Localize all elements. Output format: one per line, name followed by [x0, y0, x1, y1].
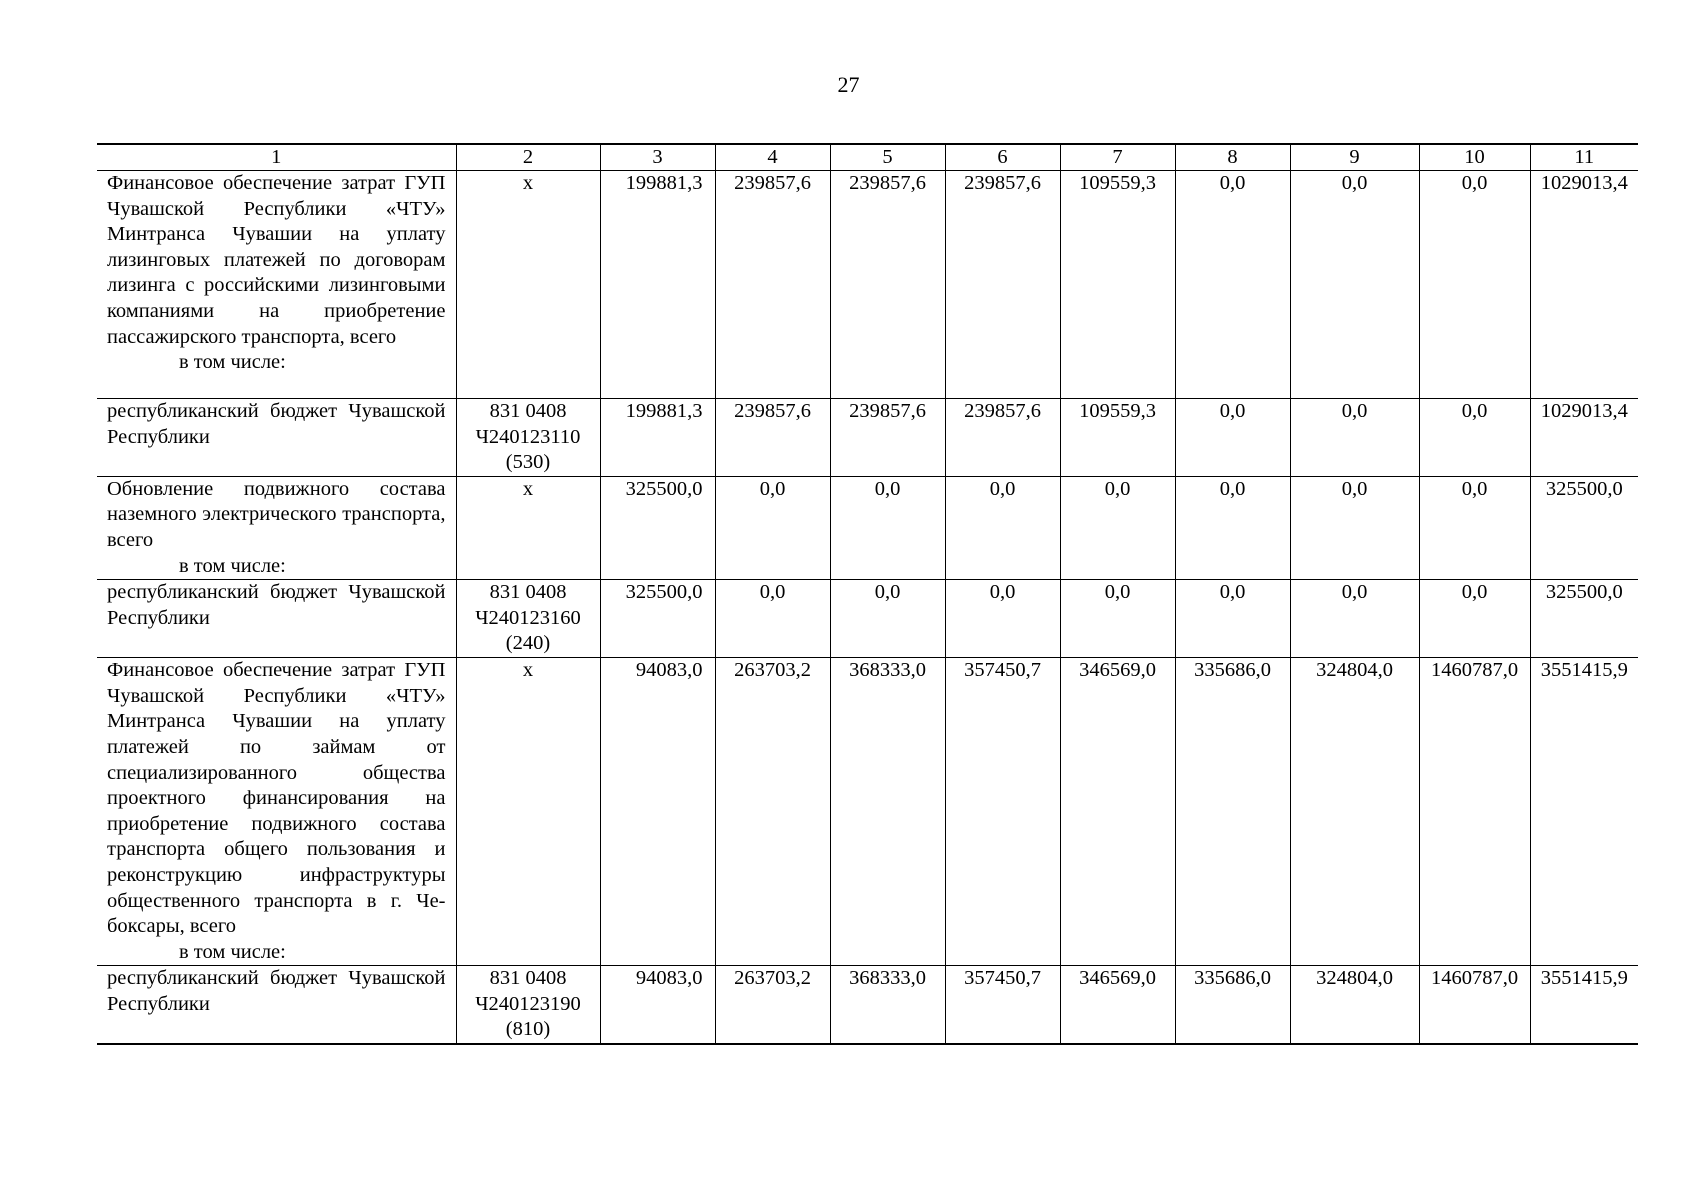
row-subnote: в том числе:: [179, 351, 286, 374]
row-name-cell: [97, 171, 456, 399]
value-cell: 368333,0: [830, 966, 945, 1044]
value-cell: 335686,0: [1175, 966, 1290, 1044]
value-cell: 94083,0: [600, 966, 715, 1044]
value-cell: 94083,0: [600, 658, 715, 966]
value-cell: 0,0: [1175, 399, 1290, 477]
budget-code-line: Ч240123110: [475, 425, 581, 448]
page-number: 27: [837, 72, 860, 97]
value-cell: 3551415,9: [1530, 966, 1638, 1044]
value-cell: 325500,0: [1530, 580, 1638, 658]
value-cell: 0,0: [1175, 171, 1290, 399]
value-cell: 3551415,9: [1530, 658, 1638, 966]
row-subnote: в том числе:: [179, 940, 286, 963]
value-cell: 0,0: [1419, 476, 1530, 579]
value-cell: 239857,6: [830, 399, 945, 477]
header-cell: 2: [456, 144, 600, 171]
value-cell: 239857,6: [945, 399, 1060, 477]
table-row: [97, 658, 1638, 966]
value-cell: 239857,6: [830, 171, 945, 399]
header-cell: 9: [1290, 144, 1419, 171]
value-cell: 0,0: [945, 476, 1060, 579]
value-cell: 0,0: [1290, 580, 1419, 658]
header-cell: 4: [715, 144, 830, 171]
table-row: [97, 476, 1638, 579]
table-row: [97, 580, 1638, 658]
value-cell: 325500,0: [600, 580, 715, 658]
budget-code-line: Ч240123190: [475, 992, 581, 1015]
value-cell: 263703,2: [715, 658, 830, 966]
value-cell: 199881,3: [600, 399, 715, 477]
row-name-cell: республиканский бюджет Чувашской Республики: [97, 580, 456, 658]
value-cell: 0,0: [945, 580, 1060, 658]
row-name: Финансовое обеспечение затрат ГУП Чувашской Республики «ЧТУ» Минтранса Чувашии на уплату лизинговых платежей по договорам лизинга с российскими лизинговыми компаниями на приобретение пассажирского транспорта, всего: [107, 172, 446, 348]
table-row: [97, 966, 1638, 1044]
value-cell: 1029013,4: [1530, 399, 1638, 477]
row-code-cell: [456, 966, 600, 1044]
budget-table: [97, 143, 1638, 1045]
value-cell: 324804,0: [1290, 658, 1419, 966]
row-code-cell: х: [456, 476, 600, 579]
header-cell: 10: [1419, 144, 1530, 171]
value-cell: 239857,6: [715, 171, 830, 399]
row-name: Обновление подвижного состава наземного электрического транспорта, всего: [107, 477, 446, 551]
value-cell: 346569,0: [1060, 658, 1175, 966]
value-cell: 0,0: [1175, 476, 1290, 579]
header-cell: 11: [1530, 144, 1638, 171]
value-cell: 239857,6: [945, 171, 1060, 399]
row-code-cell: х: [456, 171, 600, 399]
budget-code-line: (530): [505, 451, 551, 474]
row-name-cell: республиканский бюджет Чувашской Республики: [97, 399, 456, 477]
row-subnote: в том числе:: [179, 554, 286, 577]
value-cell: 325500,0: [1530, 476, 1638, 579]
value-cell: 0,0: [830, 476, 945, 579]
table-row: [97, 171, 1638, 399]
header-cell: 5: [830, 144, 945, 171]
header-cell: 3: [600, 144, 715, 171]
value-cell: 325500,0: [600, 476, 715, 579]
budget-code-line: (240): [505, 632, 551, 655]
value-cell: 1460787,0: [1419, 966, 1530, 1044]
row-name-cell: [97, 476, 456, 579]
value-cell: 346569,0: [1060, 966, 1175, 1044]
value-cell: 239857,6: [715, 399, 830, 477]
value-cell: 263703,2: [715, 966, 830, 1044]
value-cell: 0,0: [1419, 399, 1530, 477]
row-code-cell: [456, 399, 600, 477]
header-cell: 8: [1175, 144, 1290, 171]
value-cell: 357450,7: [945, 966, 1060, 1044]
value-cell: 0,0: [1290, 476, 1419, 579]
value-cell: 0,0: [1060, 580, 1175, 658]
value-cell: 199881,3: [600, 171, 715, 399]
table-header-row: [97, 144, 1638, 171]
budget-code-line: (810): [505, 1018, 551, 1041]
value-cell: 0,0: [715, 580, 830, 658]
budget-code-line: 831 0408: [489, 400, 567, 422]
budget-code-line: 831 0408: [489, 967, 567, 990]
header-cell: 1: [97, 144, 456, 171]
value-cell: 0,0: [1290, 171, 1419, 399]
value-cell: 1029013,4: [1530, 171, 1638, 399]
value-cell: 324804,0: [1290, 966, 1419, 1044]
value-cell: 368333,0: [830, 658, 945, 966]
value-cell: 0,0: [1419, 580, 1530, 658]
value-cell: 335686,0: [1175, 658, 1290, 966]
row-code-cell: [456, 580, 600, 658]
value-cell: 0,0: [1175, 580, 1290, 658]
budget-code-line: 831 0408: [489, 581, 567, 604]
header-cell: 7: [1060, 144, 1175, 171]
value-cell: 109559,3: [1060, 399, 1175, 477]
value-cell: 0,0: [1419, 171, 1530, 399]
row-name-cell: республиканский бюджет Чувашской Республики: [97, 966, 456, 1044]
value-cell: 357450,7: [945, 658, 1060, 966]
row-code-cell: х: [456, 658, 600, 966]
value-cell: 0,0: [1290, 399, 1419, 477]
header-cell: 6: [945, 144, 1060, 171]
value-cell: 0,0: [1060, 476, 1175, 579]
value-cell: 0,0: [830, 580, 945, 658]
value-cell: 109559,3: [1060, 171, 1175, 399]
value-cell: 0,0: [715, 476, 830, 579]
value-cell: 1460787,0: [1419, 658, 1530, 966]
budget-code-line: Ч240123160: [475, 606, 581, 629]
table-row: [97, 399, 1638, 477]
row-name-cell: [97, 658, 456, 966]
row-name: Финансовое обеспечение затрат ГУП Чувашской Республики «ЧТУ» Минтранса Чувашии на уплату платежей по займам от специализированного общества проектного финансирования на приобретение подвижного состава транспорта общего пользования и реконструкцию инфраструктуры общественного транспорта в г. Чебоксары, всего: [107, 659, 446, 938]
